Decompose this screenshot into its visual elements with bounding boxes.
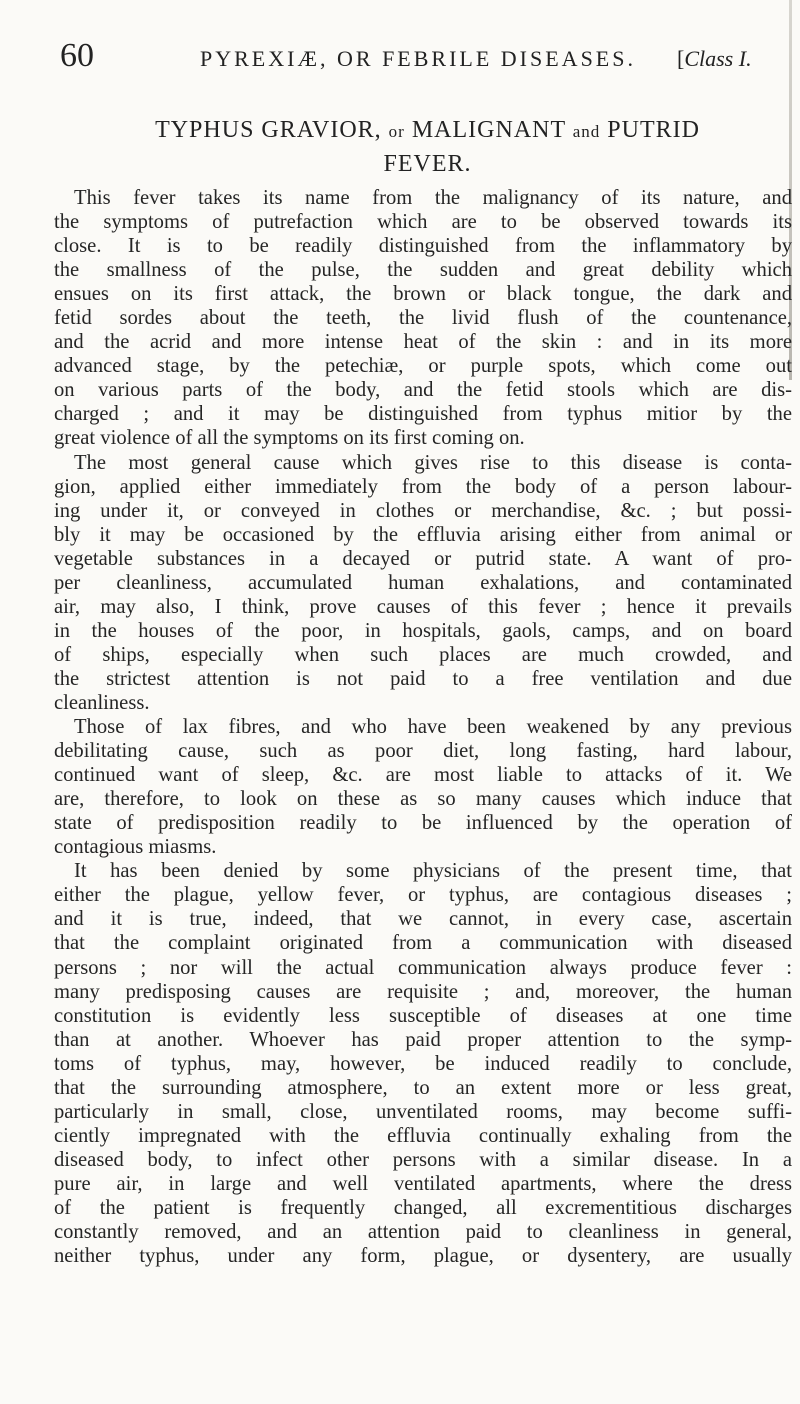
text-line: advanced stage, by the petechiæ, or purple spots, which come out	[54, 355, 792, 378]
text-line: close. It is to be readily distinguished from the inflammatory by	[54, 235, 792, 258]
text-line: contagious miasms.	[54, 836, 217, 859]
class-mark-bracket: [	[677, 46, 685, 71]
text-line: on various parts of the body, and the fetid stools which are dis-	[54, 379, 792, 402]
text-line: ciently impregnated with the effluvia continually exhaling from the	[54, 1124, 792, 1147]
text-line: and the acrid and more intense heat of the skin : and in its more	[54, 331, 792, 354]
text-line: bly it may be occasioned by the effluvia arising either from animal or	[54, 523, 792, 546]
text-line: the symptoms of putrefaction which are to be observed towards its	[54, 211, 792, 234]
text-line: state of predisposition readily to be influenced by the operation of	[54, 812, 792, 835]
text-line: that the surrounding atmosphere, to an extent more or less great,	[54, 1076, 792, 1099]
text-line: and it is true, indeed, that we cannot, in every case, ascertain	[54, 908, 792, 931]
text-line: debilitating cause, such as poor diet, long fasting, hard labour,	[54, 740, 792, 763]
body-text	[54, 186, 792, 1268]
text-line: particularly in small, close, unventilated rooms, may become suffi-	[54, 1100, 792, 1123]
text-line: either the plague, yellow fever, or typhus, are contagious diseases ;	[54, 884, 792, 907]
text-line: air, may also, I think, prove causes of this fever ; hence it prevails	[54, 595, 792, 618]
text-line: constitution is evidently less susceptible of diseases at one time	[54, 1004, 792, 1027]
text-line: fetid sordes about the teeth, the livid flush of the countenance,	[54, 307, 792, 330]
text-line: cleanliness.	[54, 691, 150, 714]
text-line: of ships, especially when such places are much crowded, and	[54, 643, 792, 666]
text-line: The most general cause which gives rise to this disease is conta-	[74, 451, 792, 474]
text-line: toms of typhus, may, however, be induced readily to conclude,	[54, 1052, 792, 1075]
text-line: persons ; nor will the actual communication always produce fever :	[54, 956, 792, 979]
text-line: per cleanliness, accumulated human exhalations, and contaminated	[54, 571, 792, 594]
title-or: or	[388, 122, 405, 141]
text-line: the smallness of the pulse, the sudden and great debility which	[54, 259, 792, 282]
text-line: the strictest attention is not paid to a free ventilation and due	[54, 667, 792, 690]
text-line: constantly removed, and an attention paid to cleanliness in general,	[54, 1221, 792, 1244]
text-line: great violence of all the symptoms on its first coming on.	[54, 427, 525, 450]
text-line: vegetable substances in a decayed or putrid state. A want of pro-	[54, 547, 792, 570]
title-part-2: MALIGNANT	[411, 117, 566, 143]
page-number: 60	[60, 37, 94, 74]
text-line: Those of lax fibres, and who have been weakened by any previous	[74, 716, 792, 739]
title-part-4: FEVER.	[383, 151, 472, 177]
text-line: than at another. Whoever has paid proper attention to the symp-	[54, 1028, 792, 1051]
class-mark-text: Class I.	[684, 46, 752, 71]
text-line: diseased body, to infect other persons with a similar disease. In a	[54, 1148, 792, 1171]
text-line: ing under it, or conveyed in clothes or merchandise, &c. ; but possi-	[54, 499, 792, 522]
text-line: It has been denied by some physicians of the present time, that	[74, 860, 792, 883]
text-line: many predisposing causes are requisite ; and, moreover, the human	[54, 980, 792, 1003]
text-line: that the complaint originated from a communication with diseased	[54, 932, 792, 955]
title-line-2	[60, 148, 795, 181]
title-line-1	[60, 114, 795, 148]
running-head: PYREXIÆ, OR FEBRILE DISEASES.	[200, 46, 636, 71]
class-mark	[677, 45, 752, 73]
text-line: charged ; and it may be distinguished from typhus mitior by the	[54, 403, 792, 426]
text-line: in the houses of the poor, in hospitals, gaols, camps, and on board	[54, 619, 792, 642]
text-line: of the patient is frequently changed, all excrementitious discharges	[54, 1196, 792, 1219]
text-line: are, therefore, to look on these as so many causes which induce that	[54, 788, 792, 811]
text-line: This fever takes its name from the malignancy of its nature, and	[74, 187, 792, 209]
title-and: and	[572, 122, 601, 141]
text-line: ensues on its first attack, the brown or black tongue, the dark and	[54, 283, 792, 306]
text-line: neither typhus, under any form, plague, or dysentery, are usually	[54, 1245, 792, 1268]
text-line: continued want of sleep, &c. are most liable to attacks of it. We	[54, 764, 792, 787]
text-line: gion, applied either immediately from the body of a person labour-	[54, 475, 792, 498]
title-part-3: PUTRID	[607, 117, 700, 143]
chapter-title	[60, 114, 795, 181]
title-part-1: TYPHUS GRAVIOR,	[155, 117, 382, 143]
text-line: pure air, in large and well ventilated apartments, where the dress	[54, 1172, 792, 1195]
